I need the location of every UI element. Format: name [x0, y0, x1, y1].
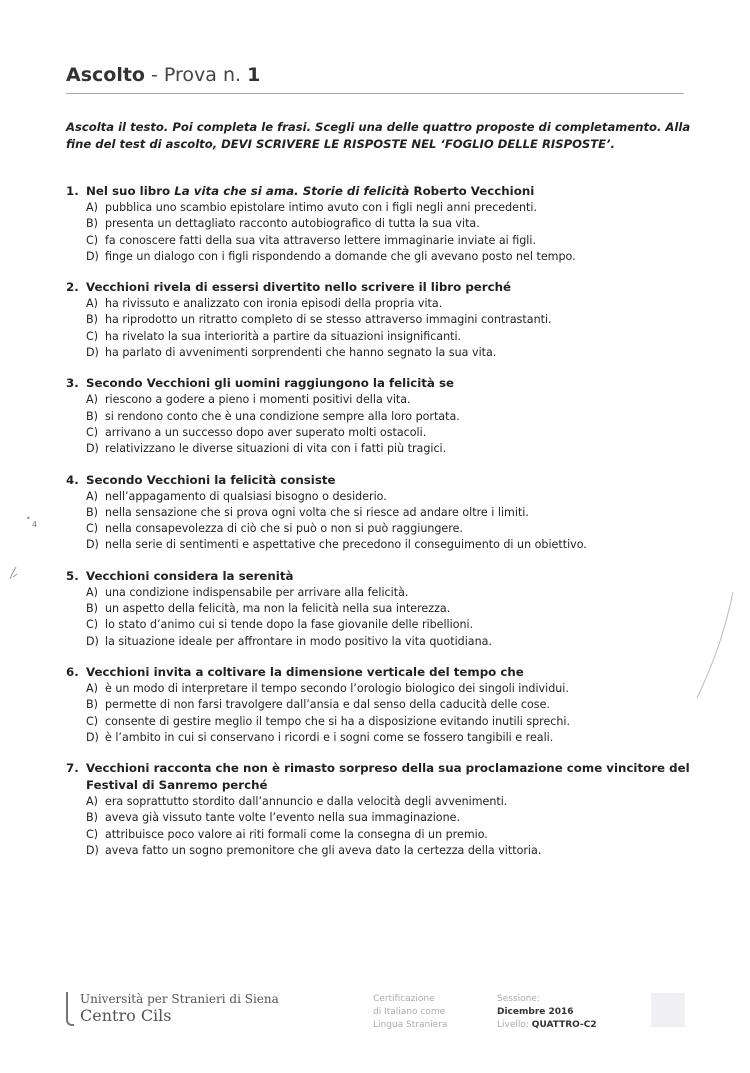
- question-number: 4.: [66, 472, 79, 487]
- question-text-part: Secondo Vecchioni gli uomini raggiungono la felicità se: [86, 376, 455, 391]
- cils-logo-mark: [66, 992, 74, 1026]
- answer-option: [66, 634, 706, 650]
- question-number: 5.: [66, 568, 79, 583]
- question-list: [66, 183, 706, 873]
- question-text: [86, 279, 706, 296]
- answer-option: [66, 681, 706, 697]
- question-text-part: Vecchioni invita a coltivare la dimensione verticale del tempo che: [86, 664, 524, 679]
- option-text: nella consapevolezza di ciò che si può o non si può raggiungere.: [105, 522, 463, 536]
- question-number: 2.: [66, 280, 79, 295]
- option-text: si rendono conto che è una condizione sempre alla loro portata.: [105, 409, 460, 423]
- option-text: attribuisce poco valore ai riti formali come la consegna di un premio.: [105, 827, 488, 841]
- option-text: è l’ambito in cui si conservano i ricordi e i sogni come se fossero tangibili e reali.: [105, 730, 554, 744]
- option-text: ha rivissuto e analizzato con ironia episodi della propria vita.: [105, 297, 443, 311]
- question-text-part: Vecchioni racconta che non è rimasto sorpreso della sua proclamazione come vincitore del Festival di Sanremo perché: [86, 761, 690, 793]
- question-text: [86, 472, 706, 489]
- answer-option: [66, 827, 706, 843]
- answer-option: [66, 617, 706, 633]
- header-divider: [66, 93, 684, 94]
- option-letter: C): [86, 714, 99, 728]
- question-stem: [66, 183, 706, 200]
- footer-certification: [373, 993, 447, 1032]
- answer-option: [66, 537, 706, 553]
- answer-option: [66, 441, 706, 457]
- question-text: [86, 183, 706, 200]
- option-letter: B): [86, 698, 98, 712]
- footer-centro-cils: Centro Cils: [80, 1006, 172, 1025]
- option-letter: B): [86, 313, 98, 327]
- option-text: è un modo di interpretare il tempo secondo l’orologio biologico dei singoli individui.: [105, 681, 569, 695]
- barcode-box: [651, 993, 685, 1027]
- question-text: [86, 375, 706, 392]
- option-letter: B): [86, 409, 98, 423]
- option-letter: A): [86, 201, 98, 214]
- question-text-part: La vita che si ama. Storie di felicità: [174, 184, 410, 198]
- question-text: [86, 664, 706, 681]
- option-letter: D): [86, 730, 99, 744]
- margin-dot: •: [26, 514, 31, 523]
- question-stem: [66, 472, 706, 489]
- answer-option: [66, 200, 706, 216]
- option-text: permette di non farsi travolgere dall’ansia e dal senso della caducità delle cose.: [105, 698, 550, 712]
- answer-option: [66, 345, 706, 361]
- question-text: [86, 568, 706, 585]
- option-text: riescono a godere a pieno i momenti positivi della vita.: [105, 393, 411, 407]
- answer-option: [66, 249, 706, 265]
- option-letter: D): [86, 346, 99, 360]
- option-text: relativizzano le diverse situazioni di vita con i fatti più tragici.: [105, 442, 447, 456]
- option-letter: A): [86, 585, 98, 599]
- option-text: presenta un dettagliato racconto autobiografico di tutta la sua vita.: [105, 217, 480, 231]
- option-letter: C): [86, 827, 99, 841]
- cert-line: Lingua Straniera: [373, 1020, 448, 1030]
- cert-line: di Italiano come: [373, 1007, 446, 1017]
- answer-option: [66, 585, 706, 601]
- answer-option: [66, 233, 706, 249]
- option-letter: D): [86, 538, 99, 552]
- question-number: 1.: [66, 184, 79, 198]
- title-number: 1: [247, 64, 261, 86]
- option-text: fa conoscere fatti della sua vita attraverso lettere immaginarie inviate ai figli.: [105, 233, 536, 247]
- option-letter: B): [86, 811, 98, 825]
- option-text: pubblica uno scambio epistolare intimo avuto con i figli negli anni precedenti.: [105, 201, 537, 214]
- answer-option: [66, 843, 706, 859]
- question-number: 7.: [66, 761, 79, 776]
- answer-option: [66, 810, 706, 826]
- question-text-part: Nel suo libro: [86, 184, 175, 198]
- option-letter: C): [86, 233, 99, 247]
- option-text: finge un dialogo con i figli rispondendo a domande che gli avevano posto nel tempo.: [105, 249, 576, 263]
- option-letter: D): [86, 844, 99, 858]
- answer-option: [66, 392, 706, 408]
- level-label: Livello:: [497, 1020, 529, 1030]
- title-section: Ascolto: [66, 64, 145, 86]
- option-text: arrivano a un successo dopo aver superato molti ostacoli.: [105, 425, 427, 439]
- session-label: Sessione:: [497, 994, 540, 1004]
- option-text: consente di gestire meglio il tempo che si ha a disposizione evitando inutili sprechi.: [105, 714, 571, 728]
- answer-option: [66, 714, 706, 730]
- question-stem: [66, 760, 706, 794]
- question-item: [66, 375, 706, 457]
- question-stem: [66, 375, 706, 392]
- footer-session: [497, 993, 597, 1032]
- option-text: lo stato d’animo cui si tende dopo la fase giovanile delle ribellioni.: [105, 618, 474, 632]
- option-letter: D): [86, 442, 99, 456]
- option-text: aveva già vissuto tante volte l’evento nella sua immaginazione.: [105, 811, 460, 825]
- question-text: [86, 760, 706, 794]
- option-letter: A): [86, 393, 98, 407]
- option-letter: A): [86, 795, 98, 809]
- option-text: nella sensazione che si prova ogni volta che si riesce ad andare oltre i limiti.: [105, 505, 529, 519]
- margin-pen-stroke: [695, 590, 735, 700]
- option-letter: C): [86, 618, 99, 632]
- option-text: ha parlato di avvenimenti sorprendenti che hanno segnato la sua vita.: [105, 346, 497, 360]
- question-item: [66, 183, 706, 265]
- margin-scribble: [8, 565, 20, 584]
- question-text-part: Secondo Vecchioni la felicità consiste: [86, 472, 336, 487]
- question-stem: [66, 279, 706, 296]
- option-letter: D): [86, 249, 99, 263]
- question-item: [66, 472, 706, 554]
- answer-option: [66, 216, 706, 232]
- answer-option: [66, 505, 706, 521]
- answer-option: [66, 296, 706, 312]
- title-prova: - Prova n.: [144, 64, 248, 86]
- option-text: aveva fatto un sogno premonitore che gli aveva dato la certezza della vittoria.: [105, 844, 542, 858]
- option-letter: C): [86, 329, 99, 343]
- answer-option: [66, 794, 706, 810]
- answer-option: [66, 409, 706, 425]
- cert-line: Certificazione: [373, 994, 435, 1004]
- question-number: 6.: [66, 664, 79, 679]
- answer-option: [66, 601, 706, 617]
- answer-option: [66, 489, 706, 505]
- option-letter: B): [86, 505, 98, 519]
- option-letter: C): [86, 425, 99, 439]
- instructions: Ascolta il testo. Poi completa le frasi. Scegli una delle quattro proposte di completamento. Alla fine del test di ascolto, DEVI SCRIVERE LE RISPOSTE NEL ‘FOGLIO DELLE RISPOSTE’.: [66, 120, 691, 151]
- level-value: QUATTRO-C2: [531, 1020, 597, 1030]
- question-stem: [66, 568, 706, 585]
- footer-university: Università per Stranieri di Siena: [80, 992, 279, 1006]
- answer-option: [66, 730, 706, 746]
- question-item: [66, 760, 706, 859]
- question-item: [66, 568, 706, 650]
- margin-page-mark: 4: [32, 520, 38, 529]
- option-text: una condizione indispensabile per arrivare alla felicità.: [105, 585, 409, 599]
- option-text: nella serie di sentimenti e aspettative che precedono il conseguimento di un obiettivo.: [105, 538, 587, 552]
- option-text: ha rivelato la sua interiorità a partire da situazioni insignificanti.: [105, 329, 462, 343]
- page-title: [66, 64, 260, 86]
- question-text-part: Roberto Vecchioni: [409, 184, 535, 198]
- option-letter: A): [86, 297, 98, 311]
- option-text: ha riprodotto un ritratto completo di se stesso attraverso immagini contrastanti.: [105, 313, 552, 327]
- option-text: nell’appagamento di qualsiasi bisogno o desiderio.: [105, 489, 387, 503]
- option-letter: B): [86, 602, 98, 616]
- answer-option: [66, 312, 706, 328]
- question-item: [66, 664, 706, 746]
- question-stem: [66, 664, 706, 681]
- option-letter: D): [86, 634, 99, 648]
- option-letter: A): [86, 489, 98, 503]
- question-item: [66, 279, 706, 361]
- answer-option: [66, 521, 706, 537]
- option-text: era soprattutto stordito dall’annuncio e dalla velocità degli avvenimenti.: [105, 795, 508, 809]
- option-letter: B): [86, 217, 98, 231]
- option-text: la situazione ideale per affrontare in modo positivo la vita quotidiana.: [105, 634, 492, 648]
- answer-option: [66, 329, 706, 345]
- answer-option: [66, 425, 706, 441]
- question-text-part: Vecchioni rivela di essersi divertito nello scrivere il libro perché: [86, 280, 511, 295]
- option-letter: A): [86, 681, 98, 695]
- question-number: 3.: [66, 376, 79, 391]
- session-value: Dicembre 2016: [497, 1007, 574, 1017]
- option-text: un aspetto della felicità, ma non la felicità nella sua interezza.: [105, 602, 451, 616]
- option-letter: C): [86, 522, 99, 536]
- answer-option: [66, 697, 706, 713]
- question-text-part: Vecchioni considera la serenità: [86, 568, 294, 583]
